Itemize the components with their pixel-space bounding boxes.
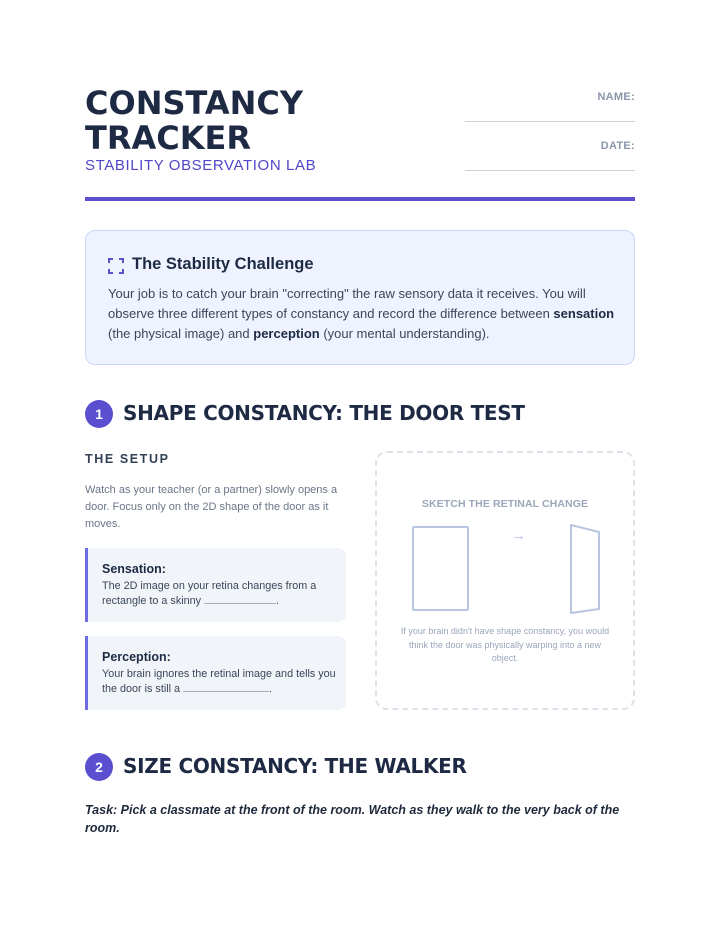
section-2-number: 2 xyxy=(85,753,113,781)
perception-title: Perception: xyxy=(102,650,171,664)
name-field[interactable] xyxy=(465,90,635,122)
focus-frame-icon xyxy=(108,258,124,274)
sketch-note: If your brain didn't have shape constancy, you would think the door was physically warping into a new object. xyxy=(400,626,610,663)
sensation-blank[interactable] xyxy=(204,595,276,604)
name-line xyxy=(465,121,635,122)
setup-heading: THE SETUP xyxy=(85,452,170,466)
header-divider xyxy=(85,197,635,201)
section-1-title: SHAPE CONSTANCY: THE DOOR TEST xyxy=(123,401,525,425)
task-text: Task: Pick a classmate at the front of the room. Watch as they walk to the very back of the room. xyxy=(85,803,620,835)
challenge-text: Your job is to catch your brain "correcting" the raw sensory data it receives. You will observe three different types of constancy and record the difference between sensation (the physical image) and perception (your mental understanding). xyxy=(108,286,615,341)
door-closed-shape xyxy=(412,526,469,611)
sketch-label: SKETCH THE RETINAL CHANGE xyxy=(421,498,589,510)
perception-text: Your brain ignores the retinal image and tells you the door is still a . xyxy=(102,668,336,695)
date-label: DATE: xyxy=(600,140,635,152)
page-title xyxy=(85,86,303,156)
sensation-term: sensation xyxy=(553,306,615,321)
challenge-box xyxy=(85,230,635,365)
challenge-title: The Stability Challenge xyxy=(132,255,314,273)
page-subtitle: STABILITY OBSERVATION LAB xyxy=(85,157,317,174)
sensation-card xyxy=(85,548,346,622)
section-1-number: 1 xyxy=(85,400,113,428)
section-2-title: SIZE CONSTANCY: THE WALKER xyxy=(123,754,467,778)
sketch-area[interactable] xyxy=(375,451,635,710)
sensation-title: Sensation: xyxy=(102,562,166,576)
title-line-1: CONSTANCY xyxy=(85,84,304,122)
perception-card xyxy=(85,636,346,710)
perception-blank[interactable] xyxy=(183,683,269,692)
title-line-2: TRACKER xyxy=(85,119,252,157)
name-label: NAME: xyxy=(597,91,635,103)
perception-term: perception xyxy=(253,326,320,341)
setup-text: Watch as your teacher (or a partner) slowly opens a door. Focus only on the 2D shape of the door as it moves. xyxy=(85,484,338,530)
date-field[interactable] xyxy=(465,139,635,171)
door-open-shape xyxy=(569,523,601,615)
arrow-right-icon: → xyxy=(511,527,526,544)
sensation-text: The 2D image on your retina changes from a rectangle to a skinny . xyxy=(102,580,317,607)
date-line xyxy=(465,170,635,171)
